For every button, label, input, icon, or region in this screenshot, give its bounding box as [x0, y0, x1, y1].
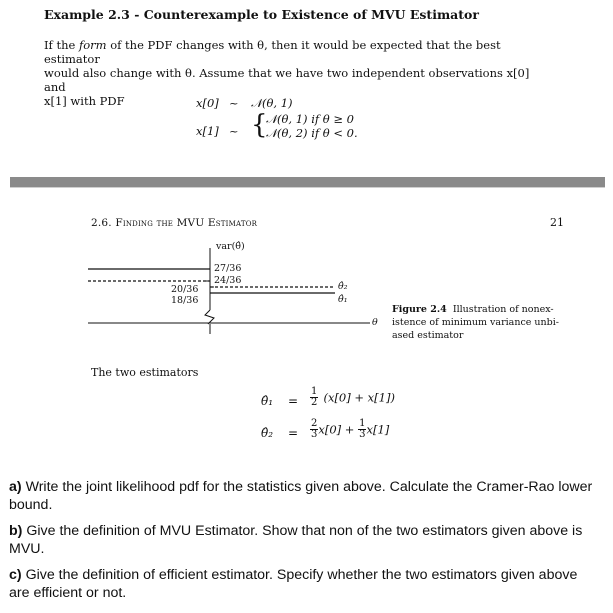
t2-frac-b-num: 1: [359, 418, 366, 429]
variance-figure: [80, 238, 380, 338]
caption-line-1: Illustration of nonex-: [452, 304, 554, 315]
fig-label-20-36: 20/36: [171, 284, 199, 295]
t2-end: x[1]: [366, 422, 390, 437]
fig-x-label: θ: [372, 317, 378, 328]
t1-rest: (x[0] + x[1]): [323, 390, 395, 405]
eq2-case-2: 𝒩(θ, 2) if θ < 0.: [266, 126, 358, 140]
fig-label-27-36: 27/36: [214, 263, 242, 274]
eq1-rhs: 𝒩(θ, 1): [251, 96, 293, 110]
eq1-tilde: ~: [229, 96, 239, 110]
page-separator-edge: [10, 187, 605, 188]
intro-text-b: of the PDF changes with θ, then it would be expected that the best estimator: [44, 38, 501, 66]
theta2-lhs: θ̂₂: [261, 426, 274, 440]
intro-form-word: form: [78, 38, 107, 52]
t1-frac-den: 2: [311, 397, 318, 408]
t1-frac-num: 1: [311, 386, 318, 397]
eq2-case-1: 𝒩(θ, 1) if θ ≥ 0: [266, 112, 354, 126]
eq2-lhs: x[1]: [196, 124, 219, 138]
intro-text-a: If the: [44, 38, 79, 52]
fig-label-24-36: 24/36: [214, 275, 242, 286]
eq2-tilde: ~: [229, 124, 239, 138]
page-separator: [10, 177, 605, 187]
page-number: 21: [550, 216, 564, 229]
fig-theta2-label: θ̂₂: [338, 281, 348, 292]
theta2-equals: =: [288, 426, 299, 440]
t2-mid: x[0] +: [318, 422, 359, 437]
question-b-prefix: b): [9, 523, 23, 539]
estimators-heading: The two estimators: [91, 366, 199, 379]
eq2-brace: {: [251, 110, 268, 140]
section-header: 2.6. Finding the MVU Estimator: [91, 217, 258, 229]
theta1-lhs: θ̂₁: [261, 394, 274, 408]
fig-theta1-label: θ̂₁: [338, 294, 348, 305]
question-c-prefix: c): [9, 567, 22, 583]
caption-label: Figure 2.4: [392, 304, 447, 315]
theta2-rhs: [310, 419, 389, 440]
caption-line-2: istence of minimum variance unbi-: [392, 317, 559, 328]
t2-frac-a-den: 3: [311, 429, 318, 440]
figure-caption: [392, 303, 582, 342]
intro-line-3: x[1] with PDF: [44, 94, 125, 108]
theta1-equals: =: [288, 394, 299, 408]
question-a-prefix: a): [9, 479, 22, 495]
fig-label-18-36: 18/36: [171, 295, 199, 306]
question-b-text: Give the definition of MVU Estimator. Show that non of the two estimators given above is MVU.: [9, 523, 583, 557]
fig-axis-break: [205, 310, 214, 324]
t2-frac-a-num: 2: [311, 418, 318, 429]
question-a-text: Write the joint likelihood pdf for the statistics given above. Calculate the Cramer-Rao lower bound.: [9, 479, 593, 513]
caption-line-3: ased estimator: [392, 330, 464, 341]
eq1-lhs: x[0]: [196, 96, 219, 110]
example-title: Example 2.3 - Counterexample to Existence of MVU Estimator: [44, 7, 479, 22]
t2-frac-b-den: 3: [359, 429, 366, 440]
fig-y-label: var(θ̂): [216, 241, 245, 252]
theta1-rhs: [310, 387, 395, 408]
question-b: [9, 522, 599, 558]
question-c: [9, 566, 599, 602]
intro-line-2: would also change with θ. Assume that we have two independent observations x[0] and: [44, 66, 530, 94]
example-intro: [44, 38, 544, 108]
question-a: [9, 478, 599, 514]
question-c-text: Give the definition of efficient estimator. Specify whether the two estimators given above are efficient or not.: [9, 567, 578, 601]
